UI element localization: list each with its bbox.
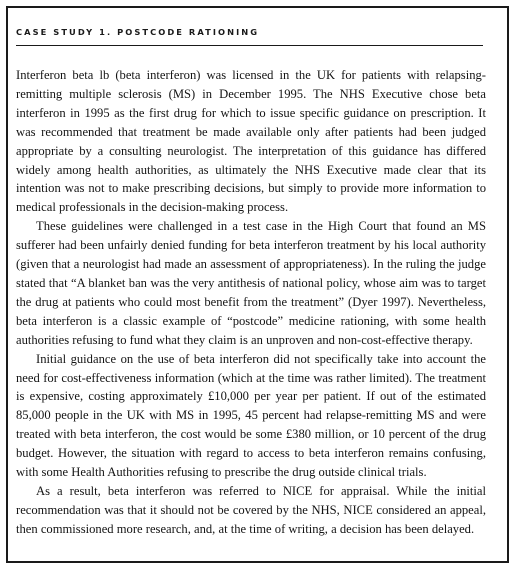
case-study-body bbox=[16, 66, 486, 539]
heading-divider bbox=[16, 45, 483, 46]
paragraph-4: As a result, beta interferon was referred to NICE for appraisal. While the initial recommendation was that it should not be covered by the NHS, NICE considered an appeal, then commissioned more research, and, at the time of writing, a decision has been delayed. bbox=[16, 483, 486, 536]
paragraph-1: Interferon beta lb (beta interferon) was licensed in the UK for patients with relapsing-remitting multiple sclerosis (MS) in December 1995. The NHS Executive chose beta interferon in 1995 as the first drug for which to issue specific guidance on prescription. It was recommended that treatment be made available only after patients had been judged appropriate by a consulting neurologist. The interpretation of this guidance has differed widely among health authorities, as ultimately the NHS Executive made clear that its intention was not to make prescribing decisions, but simply to provide more information to medical professionals in the decision-making process. bbox=[16, 68, 486, 215]
case-study-heading: CASE STUDY 1. POSTCODE RATIONING bbox=[16, 27, 260, 37]
paragraph-3: Initial guidance on the use of beta interferon did not specifically take into account the need for cost-effectiveness information (which at the time was rather limited). The treatment is expensive, costing approximately £10,000 per year per patient. If out of the estimated 85,000 people in the UK with MS in 1995, 45 percent had relapse-remitting MS and were treated with beta interferon, the cost would be some £380 million, or 10 percent of the drug budget. However, the situation with regard to access to beta interferon remains confusing, with some Health Authorities refusing to prescribe the drug outside clinical trials. bbox=[16, 351, 486, 480]
paragraph-2: These guidelines were challenged in a test case in the High Court that found an MS sufferer had been unfairly denied funding for beta interferon treatment by his local authority (given that a neurologist had made an assessment of appropriateness). In the ruling the judge stated that “A blanket ban was the very antithesis of national policy, whose aim was to target the drug at patients who could most benefit from the treatment” (Dyer 1997). Nevertheless, beta interferon is a classic example of “postcode” medicine rationing, with some health authorities refusing to fund what they claim is an unproven and non-cost-effective therapy. bbox=[16, 219, 486, 347]
